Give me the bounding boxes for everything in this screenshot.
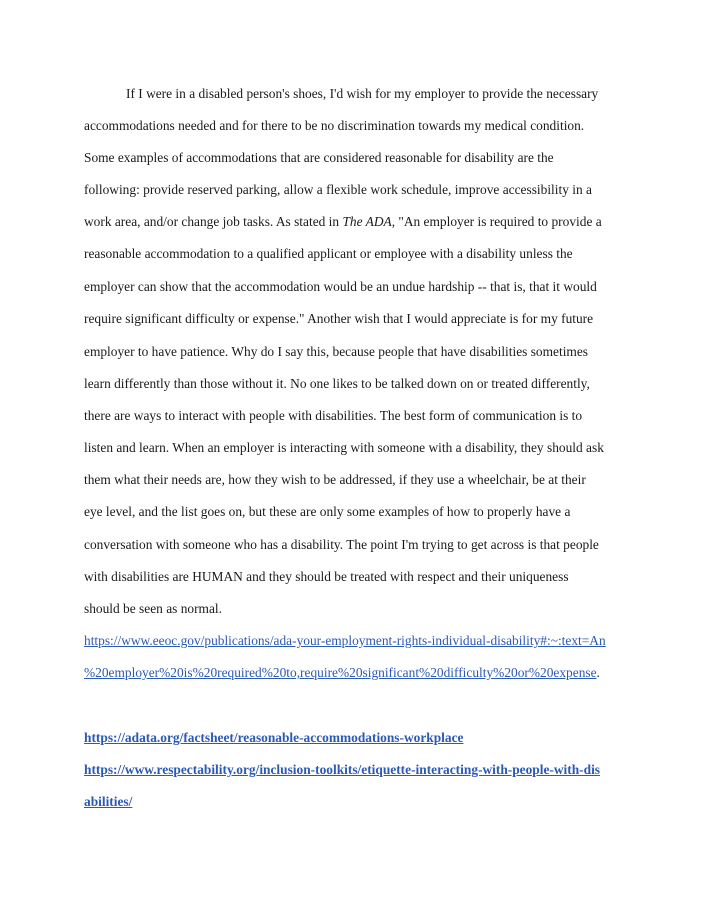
paragraph-line	[84, 214, 602, 230]
reference-line	[84, 730, 463, 746]
paragraph-line: If I were in a disabled person's shoes, I'd wish for my employer to provide the necessary	[126, 86, 599, 101]
trailing-period: .	[596, 665, 600, 680]
paragraph-line: listen and learn. When an employer is interacting with someone with a disability, they should ask	[84, 440, 604, 455]
paragraph-line: conversation with someone who has a disability. The point I'm trying to get across is that people	[84, 537, 599, 552]
paragraph-line: them what their needs are, how they wish to be addressed, if they use a wheelchair, be at their	[84, 472, 586, 487]
adata-link[interactable]: https://adata.org/factsheet/reasonable-accommodations-workplace	[84, 730, 464, 745]
paragraph-line: reasonable accommodation to a qualified applicant or employee with a disability unless the	[84, 246, 573, 261]
paragraph-text: , "An employer is required to provide a	[391, 214, 602, 229]
eeoc-link[interactable]: https://www.eeoc.gov/publications/ada-your-employment-rights-individual-disability#:~:text=An	[84, 633, 606, 648]
cited-title: The ADA	[342, 214, 392, 229]
paragraph-line: require significant difficulty or expense." Another wish that I would appreciate is for my future	[84, 311, 594, 326]
paragraph-line: learn differently than those without it. No one likes to be talked down on or treated differently,	[84, 376, 590, 391]
paragraph-line: should be seen as normal.	[84, 601, 222, 616]
paragraph-line: employer to have patience. Why do I say this, because people that have disabilities sometimes	[84, 344, 588, 359]
paragraph-line: there are ways to interact with people with disabilities. The best form of communication is to	[84, 408, 583, 423]
paragraph-line: Some examples of accommodations that are considered reasonable for disability are the	[84, 150, 554, 165]
respectability-link-continued[interactable]: abilities/	[84, 794, 133, 809]
paragraph-line: employer can show that the accommodation would be an undue hardship -- that is, that it would	[84, 279, 597, 294]
reference-line	[84, 762, 600, 778]
paragraph-line: eye level, and the list goes on, but these are only some examples of how to properly have a	[84, 504, 571, 519]
reference-line	[84, 633, 606, 649]
reference-line	[84, 794, 132, 810]
paragraph-text: work area, and/or change job tasks. As stated in	[84, 214, 343, 229]
reference-line	[84, 665, 600, 681]
paragraph-line: following: provide reserved parking, allow a flexible work schedule, improve accessibility in a	[84, 182, 592, 197]
paragraph-line: with disabilities are HUMAN and they should be treated with respect and their uniqueness	[84, 569, 569, 584]
respectability-link[interactable]: https://www.respectability.org/inclusion-toolkits/etiquette-interacting-with-people-with-dis	[84, 762, 601, 777]
eeoc-link-continued[interactable]: %20employer%20is%20required%20to,require%20significant%20difficulty%20or%20expense	[84, 665, 597, 680]
paragraph-line: accommodations needed and for there to be no discrimination towards my medical condition.	[84, 118, 585, 133]
